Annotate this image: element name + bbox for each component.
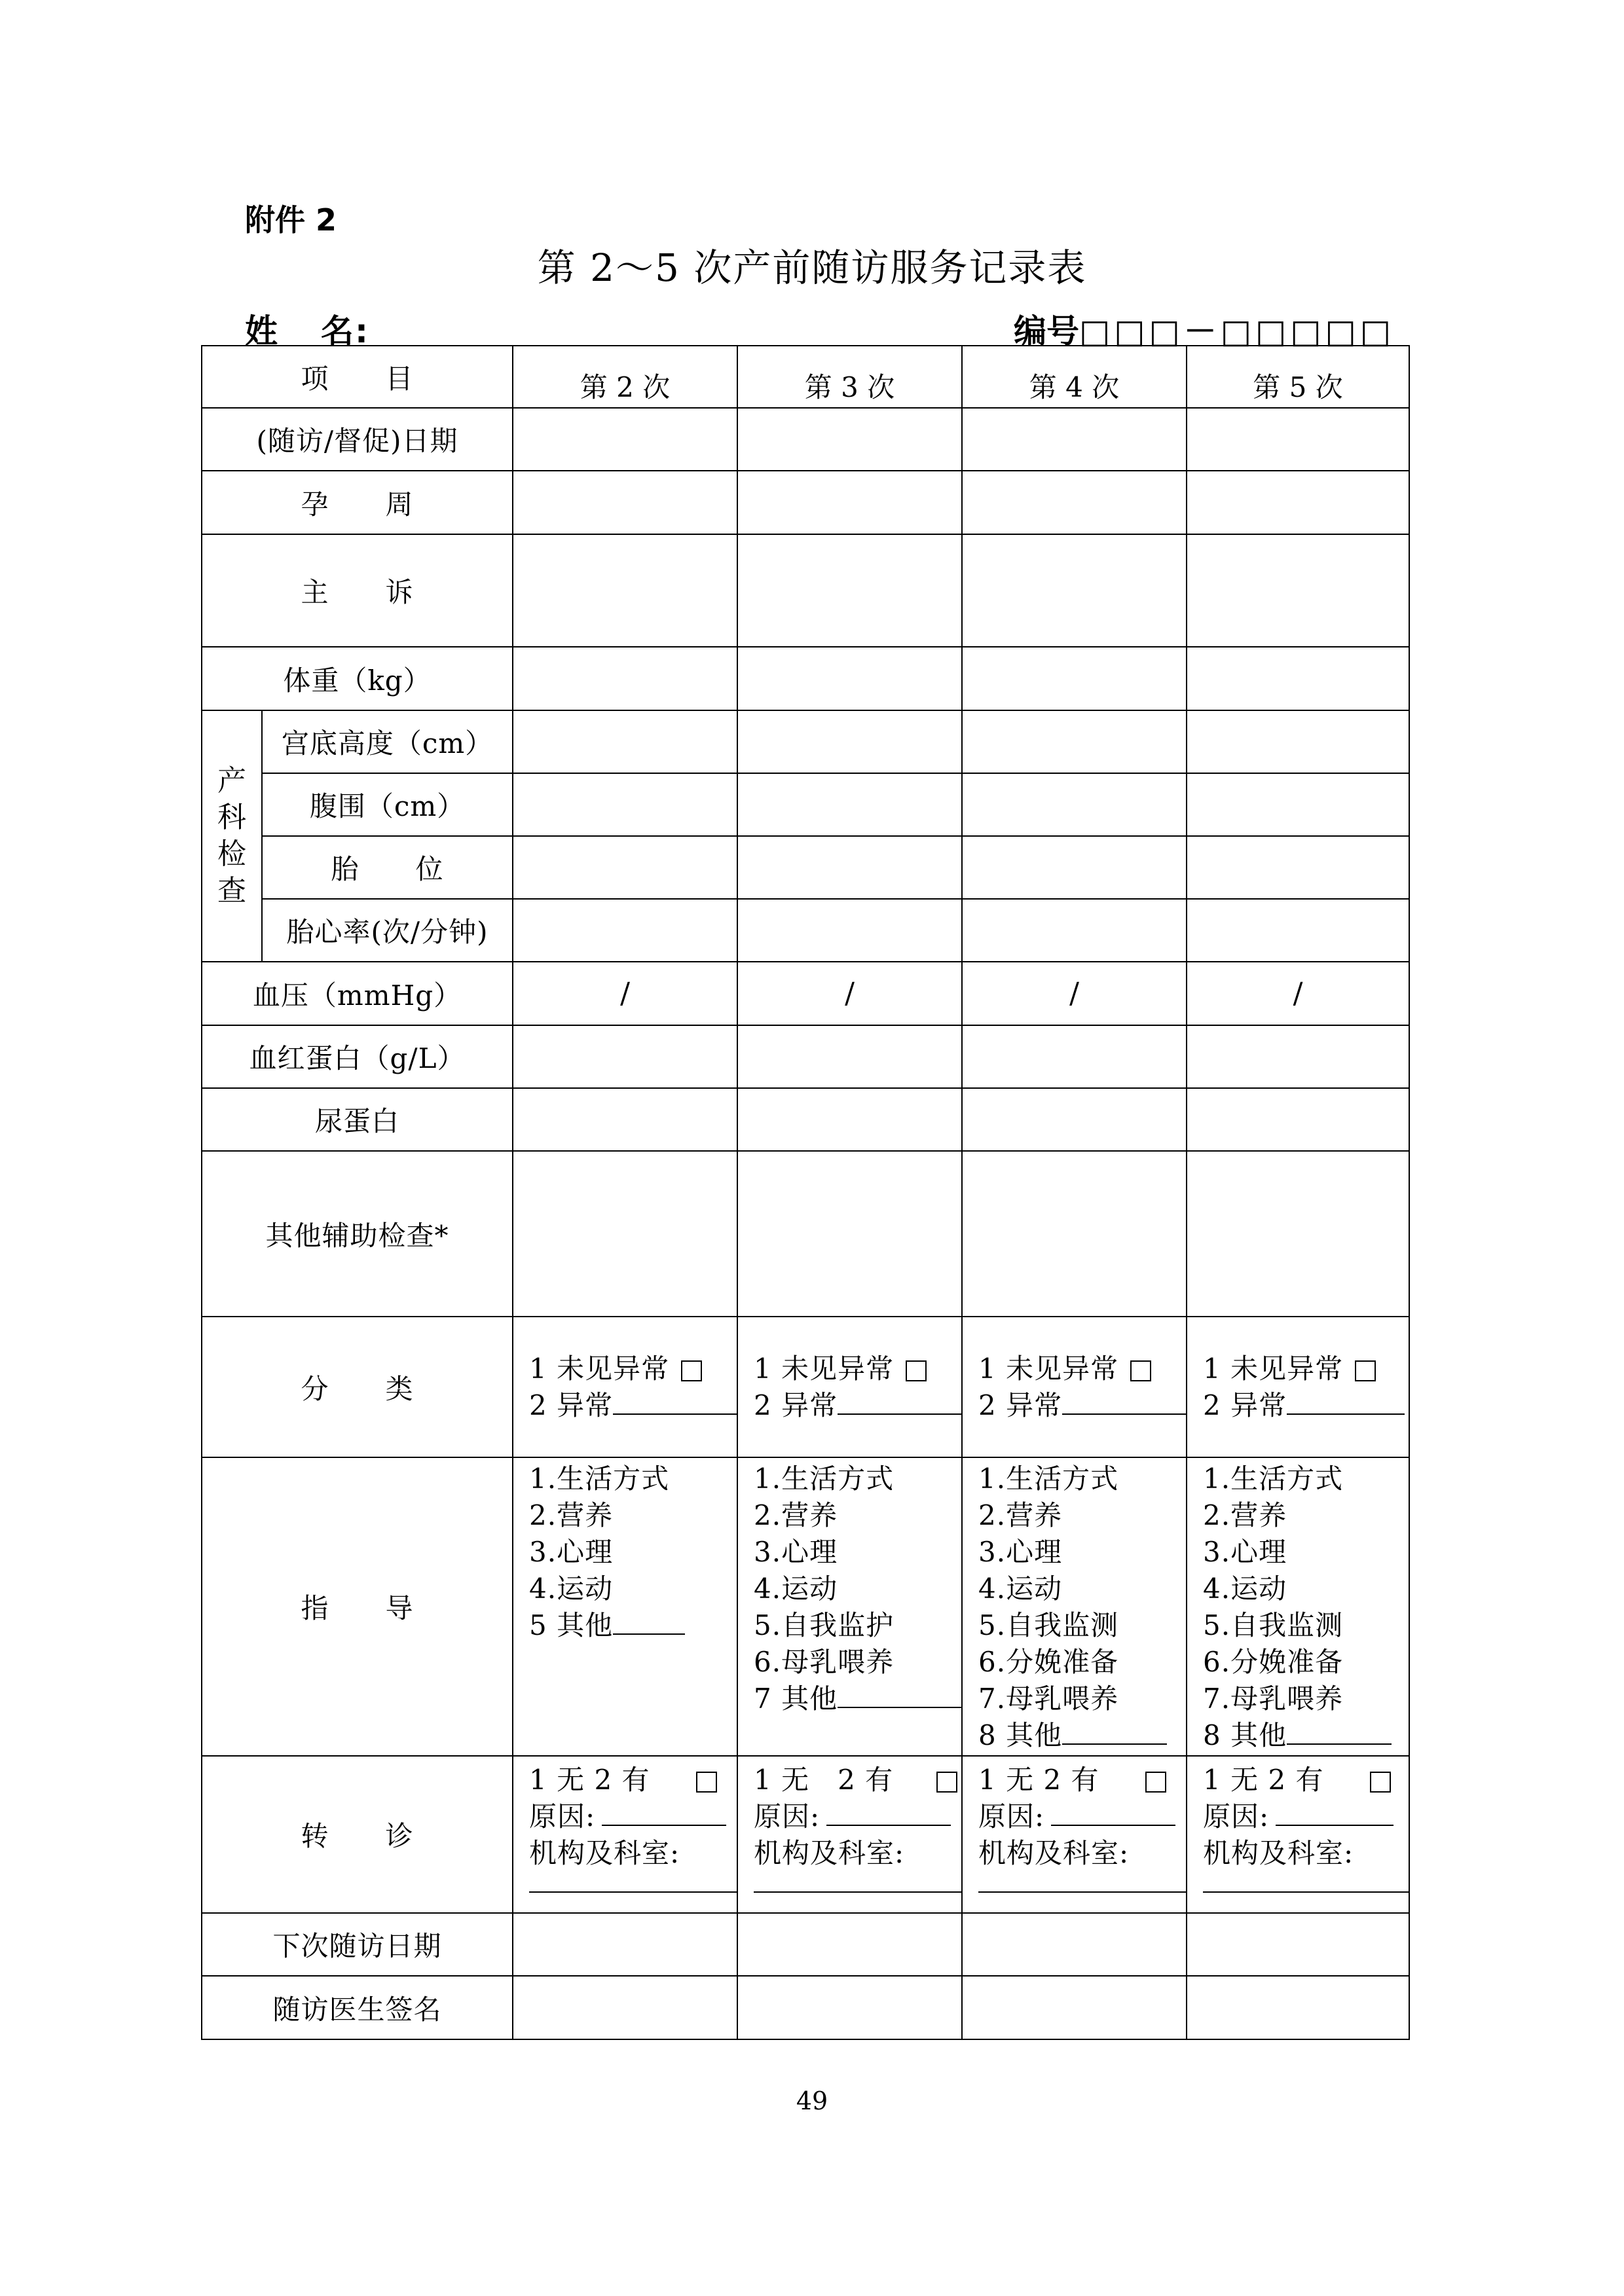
- guidance-cell-4: [962, 1457, 1187, 1756]
- other-blank[interactable]: [613, 1607, 685, 1635]
- referral-option: 1 无 2 有: [978, 1764, 1099, 1796]
- complaint-cell-5[interactable]: [1187, 534, 1409, 647]
- abnormal-blank[interactable]: [1287, 1387, 1405, 1415]
- guidance-item: 8 其他: [1203, 1719, 1287, 1751]
- option-abnormal: 2 异常: [1203, 1389, 1287, 1421]
- weight-cell-5[interactable]: [1187, 647, 1409, 710]
- other-blank[interactable]: [838, 1681, 962, 1708]
- guidance-item: 4.运动: [978, 1573, 1063, 1605]
- guidance-item: 5.自我监护: [754, 1609, 895, 1641]
- fetal-heart-cell-3[interactable]: [737, 899, 962, 962]
- bp-cell-2[interactable]: /: [513, 962, 737, 1025]
- next-date-cell-4[interactable]: [962, 1913, 1187, 1976]
- gestation-cell-4[interactable]: [962, 471, 1187, 534]
- row-label-fetal-position: 胎 位: [262, 836, 513, 899]
- complaint-cell-2[interactable]: [513, 534, 737, 647]
- guidance-row: [202, 1457, 1409, 1756]
- referral-cell-5: [1187, 1756, 1409, 1913]
- guidance-item: 4.运动: [1203, 1573, 1287, 1605]
- fundal-cell-3[interactable]: [737, 710, 962, 773]
- table-row: [202, 1025, 1409, 1088]
- row-label-urine: 尿蛋白: [202, 1088, 513, 1151]
- abdomen-cell-3[interactable]: [737, 773, 962, 836]
- guidance-item: 3.心理: [529, 1536, 614, 1568]
- guidance-item: 1.生活方式: [1203, 1463, 1344, 1495]
- guidance-item: 3.心理: [754, 1536, 838, 1568]
- referral-reason-blank[interactable]: [602, 1798, 726, 1826]
- row-label-hb: 血红蛋白（g/L）: [202, 1025, 513, 1088]
- fetal-position-cell-3[interactable]: [737, 836, 962, 899]
- referral-reason-label: 原因:: [754, 1800, 821, 1832]
- table-row: [202, 647, 1409, 710]
- visit-4-header: 第 4 次: [962, 346, 1187, 408]
- visit-5-header: 第 5 次: [1187, 346, 1409, 408]
- referral-reason-label: 原因:: [1203, 1800, 1270, 1832]
- classification-cell-2: [513, 1317, 737, 1457]
- bp-cell-5[interactable]: /: [1187, 962, 1409, 1025]
- date-cell-2[interactable]: [513, 408, 737, 471]
- classification-cell-4: [962, 1317, 1187, 1457]
- option-normal: 1 未见异常: [978, 1352, 1119, 1385]
- table-row: [202, 534, 1409, 647]
- bp-cell-3[interactable]: /: [737, 962, 962, 1025]
- row-label-doctor-sign: 随访医生签名: [202, 1976, 513, 2039]
- followup-record-table: [201, 345, 1410, 2040]
- date-cell-5[interactable]: [1187, 408, 1409, 471]
- urine-cell-5[interactable]: [1187, 1088, 1409, 1151]
- visit-3-header: 第 3 次: [737, 346, 962, 408]
- hb-cell-2[interactable]: [513, 1025, 737, 1088]
- table-row: [202, 962, 1409, 1025]
- table-row: [202, 836, 1409, 899]
- referral-org-blank[interactable]: [529, 1872, 737, 1893]
- referral-checkbox[interactable]: [1145, 1772, 1166, 1793]
- obstetric-char-4: 查: [217, 874, 246, 907]
- referral-org-label: 机构及科室:: [1203, 1837, 1354, 1869]
- obstetric-char-1: 产: [217, 764, 246, 797]
- referral-row: [202, 1756, 1409, 1913]
- fetal-position-cell-4[interactable]: [962, 836, 1187, 899]
- referral-reason-blank[interactable]: [1276, 1798, 1393, 1826]
- page-title: 第 2～5 次产前随访服务记录表: [537, 246, 1087, 290]
- complaint-cell-4[interactable]: [962, 534, 1187, 647]
- obstetric-char-3: 检: [217, 837, 246, 871]
- referral-option: 1 无 2 有: [1203, 1764, 1324, 1796]
- referral-cell-4: [962, 1756, 1187, 1913]
- weight-cell-4[interactable]: [962, 647, 1187, 710]
- option-normal: 1 未见异常: [1203, 1352, 1344, 1385]
- doctor-sign-cell-2[interactable]: [513, 1976, 737, 2039]
- normal-checkbox[interactable]: [1130, 1360, 1151, 1381]
- guidance-item: 6.分娩准备: [1203, 1646, 1344, 1678]
- guidance-cell-5: [1187, 1457, 1409, 1756]
- guidance-item: 8 其他: [978, 1719, 1063, 1751]
- table-row: [202, 408, 1409, 471]
- guidance-item: 1.生活方式: [754, 1463, 895, 1495]
- fetal-heart-cell-5[interactable]: [1187, 899, 1409, 962]
- date-cell-3[interactable]: [737, 408, 962, 471]
- guidance-item: 7 其他: [754, 1683, 838, 1715]
- option-abnormal: 2 异常: [754, 1389, 838, 1421]
- guidance-item: 6.分娩准备: [978, 1646, 1119, 1678]
- name-label-part2: 名:: [321, 312, 369, 350]
- page-number: 49: [796, 2086, 828, 2115]
- next-date-cell-5[interactable]: [1187, 1913, 1409, 1976]
- guidance-item: 2.营养: [1203, 1499, 1287, 1531]
- option-abnormal: 2 异常: [978, 1389, 1063, 1421]
- option-normal: 1 未见异常: [529, 1352, 670, 1385]
- abdomen-cell-5[interactable]: [1187, 773, 1409, 836]
- referral-reason-blank[interactable]: [1051, 1798, 1175, 1826]
- classification-cell-3: [737, 1317, 962, 1457]
- weight-cell-2[interactable]: [513, 647, 737, 710]
- obstetric-char-2: 科: [217, 801, 246, 834]
- doctor-sign-cell-5[interactable]: [1187, 1976, 1409, 2039]
- visit-2-header: 第 2 次: [513, 346, 737, 408]
- bp-cell-4[interactable]: /: [962, 962, 1187, 1025]
- other-exam-cell-5[interactable]: [1187, 1151, 1409, 1317]
- obstetric-exam-label: [202, 710, 262, 962]
- next-date-cell-2[interactable]: [513, 1913, 737, 1976]
- abdomen-cell-2[interactable]: [513, 773, 737, 836]
- referral-option: 1 无 2 有: [529, 1764, 650, 1796]
- other-blank[interactable]: [1062, 1717, 1167, 1745]
- attachment-label: 附件 2: [245, 202, 337, 238]
- next-date-cell-3[interactable]: [737, 1913, 962, 1976]
- referral-cell-3: [737, 1756, 962, 1913]
- row-label-other-exam: 其他辅助检查*: [202, 1151, 513, 1317]
- guidance-item: 2.营养: [978, 1499, 1063, 1531]
- referral-org-label: 机构及科室:: [978, 1837, 1130, 1869]
- fundal-cell-2[interactable]: [513, 710, 737, 773]
- header-item: 项 目: [202, 346, 513, 408]
- date-cell-4[interactable]: [962, 408, 1187, 471]
- referral-checkbox[interactable]: [1370, 1772, 1391, 1793]
- classification-cell-5: [1187, 1317, 1409, 1457]
- referral-org-blank[interactable]: [978, 1872, 1186, 1893]
- normal-checkbox[interactable]: [681, 1360, 702, 1381]
- guidance-item: 2.营养: [754, 1499, 838, 1531]
- number-text: 编号: [1014, 312, 1079, 350]
- table-row: [202, 899, 1409, 962]
- guidance-item: 4.运动: [529, 1573, 614, 1605]
- normal-checkbox[interactable]: [906, 1360, 927, 1381]
- table-row: [202, 1976, 1409, 2039]
- doctor-sign-cell-3[interactable]: [737, 1976, 962, 2039]
- option-abnormal: 2 异常: [529, 1389, 614, 1421]
- number-boxes[interactable]: □□□－□□□□□: [1079, 312, 1395, 350]
- urine-cell-2[interactable]: [513, 1088, 737, 1151]
- guidance-item: 6.母乳喂养: [754, 1646, 895, 1678]
- referral-org-label: 机构及科室:: [754, 1837, 905, 1869]
- guidance-item: 5 其他: [529, 1609, 614, 1641]
- abnormal-blank[interactable]: [613, 1387, 737, 1415]
- guidance-item: 2.营养: [529, 1499, 614, 1531]
- referral-checkbox[interactable]: [936, 1772, 957, 1793]
- gestation-cell-5[interactable]: [1187, 471, 1409, 534]
- referral-reason-label: 原因:: [529, 1800, 596, 1832]
- row-label-weight: 体重（kg）: [202, 647, 513, 710]
- referral-reason-blank[interactable]: [826, 1798, 951, 1826]
- referral-checkbox[interactable]: [696, 1772, 717, 1793]
- complaint-cell-3[interactable]: [737, 534, 962, 647]
- urine-cell-4[interactable]: [962, 1088, 1187, 1151]
- referral-org-label: 机构及科室:: [529, 1837, 680, 1869]
- hb-cell-5[interactable]: [1187, 1025, 1409, 1088]
- guidance-item: 1.生活方式: [978, 1463, 1119, 1495]
- row-label-fundal: 宫底高度（cm）: [262, 710, 513, 773]
- referral-org-blank[interactable]: [754, 1872, 961, 1893]
- gestation-cell-2[interactable]: [513, 471, 737, 534]
- guidance-item: 3.心理: [978, 1536, 1063, 1568]
- option-normal: 1 未见异常: [754, 1352, 895, 1385]
- row-label-gestation: 孕 周: [202, 471, 513, 534]
- row-label-classification: 分 类: [202, 1317, 513, 1457]
- guidance-item: 3.心理: [1203, 1536, 1287, 1568]
- guidance-item: 1.生活方式: [529, 1463, 670, 1495]
- row-label-date: (随访/督促)日期: [202, 408, 513, 471]
- abnormal-blank[interactable]: [838, 1387, 962, 1415]
- guidance-item: 5.自我监测: [1203, 1609, 1344, 1641]
- fetal-heart-cell-4[interactable]: [962, 899, 1187, 962]
- other-exam-cell-3[interactable]: [737, 1151, 962, 1317]
- table-row: [202, 1151, 1409, 1317]
- fetal-position-cell-2[interactable]: [513, 836, 737, 899]
- referral-reason-label: 原因:: [978, 1800, 1045, 1832]
- guidance-item: 5.自我监测: [978, 1609, 1119, 1641]
- table-row: [202, 1088, 1409, 1151]
- table-row: [202, 1913, 1409, 1976]
- guidance-item: 4.运动: [754, 1573, 838, 1605]
- hb-cell-3[interactable]: [737, 1025, 962, 1088]
- fundal-cell-4[interactable]: [962, 710, 1187, 773]
- doctor-sign-cell-4[interactable]: [962, 1976, 1187, 2039]
- abnormal-blank[interactable]: [1062, 1387, 1187, 1415]
- referral-option: 1 无 2 有: [754, 1764, 894, 1796]
- guidance-item: 7.母乳喂养: [1203, 1683, 1344, 1715]
- table-row: [202, 773, 1409, 836]
- other-exam-cell-2[interactable]: [513, 1151, 737, 1317]
- other-blank[interactable]: [1287, 1717, 1392, 1745]
- guidance-cell-2: [513, 1457, 737, 1756]
- row-label-next-date: 下次随访日期: [202, 1913, 513, 1976]
- abdomen-cell-4[interactable]: [962, 773, 1187, 836]
- name-label-part1: 姓: [245, 312, 279, 350]
- weight-cell-3[interactable]: [737, 647, 962, 710]
- row-label-complaint: 主 诉: [202, 534, 513, 647]
- fetal-heart-cell-2[interactable]: [513, 899, 737, 962]
- table-row: [202, 710, 1409, 773]
- normal-checkbox[interactable]: [1355, 1360, 1376, 1381]
- referral-org-blank[interactable]: [1203, 1872, 1409, 1893]
- referral-cell-2: [513, 1756, 737, 1913]
- table-row: [202, 471, 1409, 534]
- fetal-position-cell-5[interactable]: [1187, 836, 1409, 899]
- row-label-referral: 转 诊: [202, 1756, 513, 1913]
- table-header-row: [202, 346, 1409, 408]
- row-label-fetal-heart: 胎心率(次/分钟): [262, 899, 513, 962]
- row-label-guidance: 指 导: [202, 1457, 513, 1756]
- other-exam-cell-4[interactable]: [962, 1151, 1187, 1317]
- hb-cell-4[interactable]: [962, 1025, 1187, 1088]
- classification-row: [202, 1317, 1409, 1457]
- row-label-abdomen: 腹围（cm）: [262, 773, 513, 836]
- row-label-bp: 血压（mmHg）: [202, 962, 513, 1025]
- fundal-cell-5[interactable]: [1187, 710, 1409, 773]
- guidance-item: 7.母乳喂养: [978, 1683, 1119, 1715]
- gestation-cell-3[interactable]: [737, 471, 962, 534]
- urine-cell-3[interactable]: [737, 1088, 962, 1151]
- guidance-cell-3: [737, 1457, 962, 1756]
